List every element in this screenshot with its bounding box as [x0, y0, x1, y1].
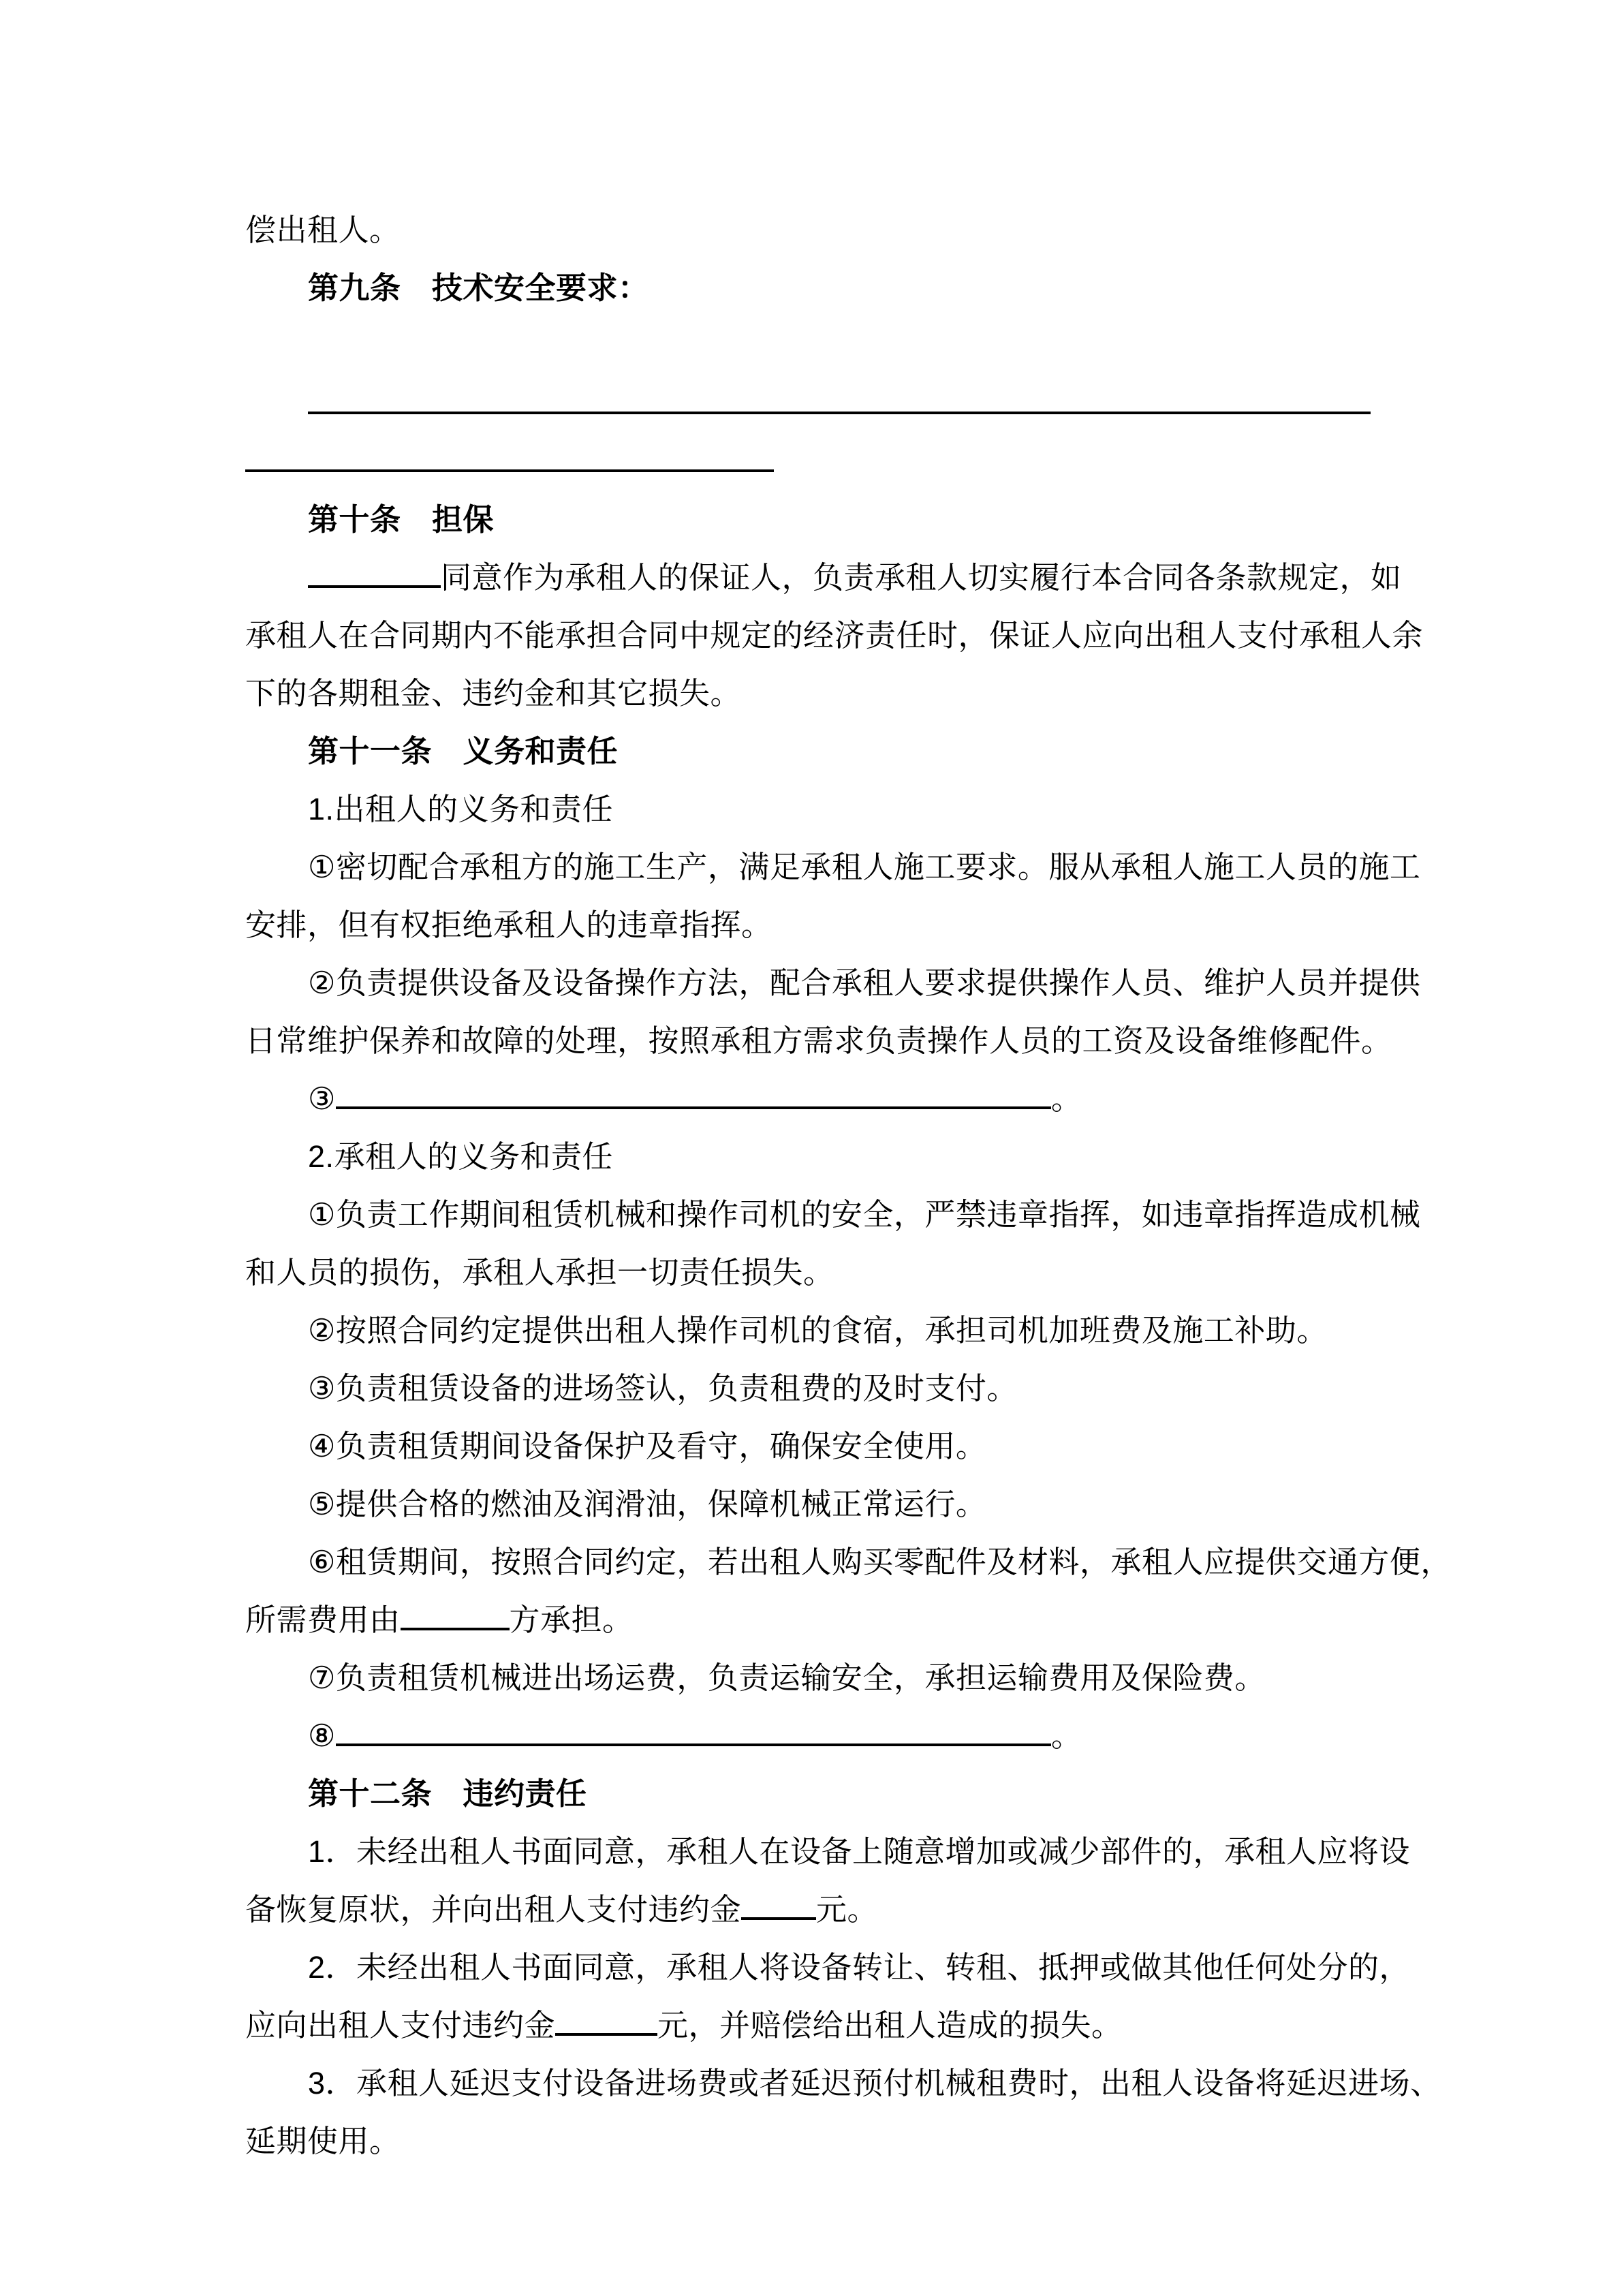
doc-line: [245, 1880, 1379, 1938]
doc-line: [245, 1649, 1379, 1707]
text-run: 同意作为承租人的保证人，负责承租人切实履行本合同各条款规定，如: [441, 560, 1402, 595]
doc-line: [245, 838, 1421, 896]
text-run: ③: [308, 1081, 336, 1116]
text-run: ④负责租赁期间设备保护及看守，确保安全使用。: [308, 1429, 987, 1463]
doc-line: [245, 201, 1379, 259]
text-run: 。: [1050, 1718, 1082, 1753]
text-run: 下的各期租金、违约金和其它损失。: [245, 676, 742, 711]
text-run: 安排，但有权拒绝承租人的违章指挥。: [245, 908, 772, 942]
section-heading: [245, 722, 1379, 780]
doc-line: [245, 1707, 1379, 1765]
heading-text: 第十一条 义务和责任: [308, 734, 619, 769]
text-run: 元。: [816, 1892, 879, 1927]
doc-line: [245, 606, 1424, 664]
doc-line: [245, 548, 1402, 606]
text-run: 所需费用由: [245, 1602, 401, 1637]
doc-line: [245, 1243, 1379, 1301]
section-heading: [245, 259, 1379, 317]
doc-line: [245, 1417, 1379, 1475]
doc-line: [245, 1185, 1421, 1243]
text-run: ①密切配合承租方的施工生产，满足承租人施工要求。服从承租人施工人员的施工: [308, 850, 1421, 884]
text-run: ①负责工作期间租赁机械和操作司机的安全，严禁违章指挥，如违章指挥造成机械: [308, 1197, 1421, 1232]
fill-in-blank: [555, 2002, 657, 2036]
fill-in-blank: [336, 1713, 1051, 1746]
doc-line: [245, 1070, 1379, 1128]
fill-in-blank: [336, 1076, 1051, 1109]
text-run: 日常维护保养和故障的处理，按照承租方需求负责操作人员的工资及设备维修配件。: [245, 1023, 1392, 1058]
text-run: 元，并赔偿给出租人造成的损失。: [657, 2008, 1123, 2043]
text-run: 承租人在合同期内不能承担合同中规定的经济责任时，保证人应向出租人支付承租人余: [245, 618, 1424, 653]
fill-in-blank: [741, 1887, 816, 1920]
text-run: 应向出租人支付违约金: [245, 2008, 556, 2043]
text-run: 延期使用。: [245, 2124, 401, 2158]
text-run: 备恢复原状，并向出租人支付违约金: [245, 1892, 742, 1927]
text-run: 1.出租人的义务和责任: [308, 792, 614, 826]
text-run: ⑦负责租赁机械进出场运费，负责运输安全，承担运输费用及保险费。: [308, 1660, 1266, 1695]
doc-line: [245, 1938, 1411, 1996]
text-run: 2．未经出租人书面同意，承租人将设备转让、转租、抵押或做其他任何处分的，: [308, 1950, 1411, 1985]
doc-line: [245, 2112, 1379, 2170]
doc-line: [245, 1475, 1379, 1533]
doc-line: [245, 1012, 1392, 1070]
heading-text: 第九条 技术安全要求：: [308, 270, 649, 305]
fill-in-blank: [245, 439, 774, 472]
text-run: 。: [1050, 1081, 1082, 1116]
doc-line: [245, 896, 1379, 954]
fill-in-blank: [308, 555, 441, 588]
heading-text: 第十二条 违约责任: [308, 1776, 587, 1811]
text-run: 3．承租人延迟支付设备进场费或者延迟预付机械租费时，出租人设备将延迟进场、: [308, 2066, 1441, 2101]
fill-in-blank-line: [245, 375, 1379, 433]
text-run: ⑧: [308, 1718, 336, 1753]
heading-text: 第十条 担保: [308, 502, 495, 537]
doc-line: [245, 1128, 1379, 1185]
fill-in-blank: [401, 1597, 510, 1630]
doc-line: [245, 780, 1379, 838]
text-run: 方承担。: [509, 1602, 634, 1637]
doc-line: [245, 2054, 1441, 2112]
doc-line: [245, 1996, 1379, 2054]
doc-line: [245, 954, 1421, 1012]
text-run: 偿出租人。: [245, 213, 401, 247]
text-run: ⑥租赁期间，按照合同约定，若出租人购买零配件及材料，承租人应提供交通方便，: [308, 1545, 1452, 1579]
doc-line: [245, 664, 1379, 722]
text-run: ③负责租赁设备的进场签认，负责租费的及时支付。: [308, 1371, 1018, 1406]
doc-line: [245, 1591, 1379, 1649]
fill-in-blank: [308, 381, 1371, 414]
fill-in-blank-line: [245, 433, 1379, 491]
spacer-line: [245, 317, 1379, 375]
section-heading: [245, 491, 1379, 548]
text-run: ⑤提供合格的燃油及润滑油，保障机械正常运行。: [308, 1487, 987, 1521]
doc-line: [245, 1301, 1379, 1359]
doc-line: [245, 1533, 1452, 1591]
doc-line: [245, 1359, 1379, 1417]
text-run: 1．未经出租人书面同意，承租人在设备上随意增加或减少部件的，承租人应将设: [308, 1834, 1411, 1869]
text-run: ②负责提供设备及设备操作方法，配合承租人要求提供操作人员、维护人员并提供: [308, 965, 1421, 1000]
text-run: 和人员的损伤，承租人承担一切责任损失。: [245, 1255, 834, 1290]
section-heading: [245, 1765, 1379, 1823]
doc-line: [245, 1823, 1411, 1880]
text-run: 2.承租人的义务和责任: [308, 1139, 614, 1174]
text-run: ②按照合同约定提供出租人操作司机的食宿，承担司机加班费及施工补助。: [308, 1313, 1328, 1348]
